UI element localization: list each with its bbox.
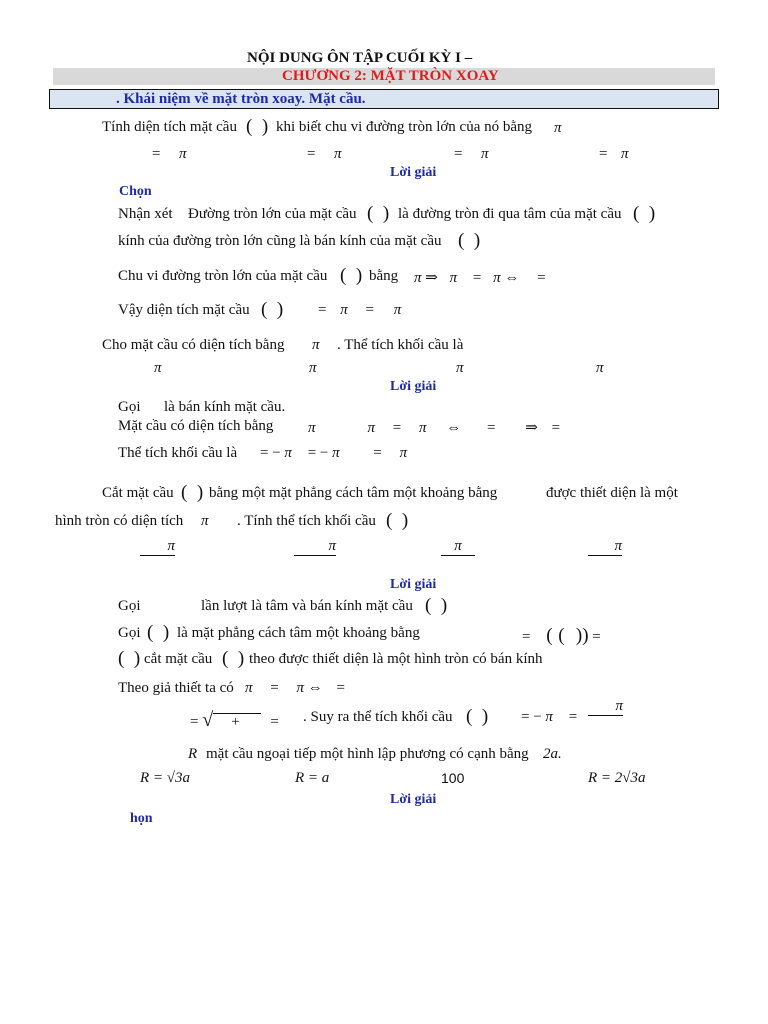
distance-math: = ( ( )) = xyxy=(522,625,601,646)
choose-label: họn xyxy=(130,811,153,826)
paren: ( ) xyxy=(261,299,284,320)
q4-text: mặt cầu ngoại tiếp một hình lập phương có cạnh bằng xyxy=(206,746,529,762)
q2-text-a: Cho mặt cầu có diện tích bằng xyxy=(102,337,285,353)
q4-radius-symbol: R xyxy=(188,746,198,762)
chapter-title: CHƯƠNG 2: MẶT TRÒN XOAY xyxy=(282,68,499,84)
q1-text-a: Tính diện tích mặt cầu xyxy=(102,119,237,135)
paren: ( ) xyxy=(367,203,390,224)
pi-symbol: π xyxy=(554,120,562,136)
opt-d-pi: π xyxy=(621,146,629,162)
solution-label: Lời giải xyxy=(390,792,437,807)
area-a: Vậy diện tích mặt cầu xyxy=(118,302,250,318)
volume-fraction: π xyxy=(588,698,623,716)
opt-d-pi: π xyxy=(596,360,604,376)
opt-b-pi: π xyxy=(309,360,317,376)
paren: ( ) xyxy=(633,203,656,224)
paren: ( ) xyxy=(466,706,489,727)
area-math: π π = π ⇔ = ⇒ = xyxy=(308,420,561,436)
radius-math: = √ + = xyxy=(190,709,279,731)
circumference-math: π ⇒ π = π ⇔ = xyxy=(414,270,546,286)
q3-text-a: Cắt mặt cầu xyxy=(102,485,174,501)
suy-ra-text: . Suy ra thể tích khối cầu xyxy=(303,709,453,725)
q3-line2-b: . Tính thể tích khối cầu xyxy=(237,513,376,529)
opt-a-pi: π xyxy=(154,360,162,376)
let-b: lần lượt là tâm và bán kính mặt cầu xyxy=(201,598,413,614)
opt-a-eq: = xyxy=(152,146,161,162)
opt-d-eq: = xyxy=(599,146,608,162)
q3-text-c: được thiết diện là một xyxy=(546,485,678,501)
opt-b-pi: π xyxy=(334,146,342,162)
opt-b: π xyxy=(294,538,336,556)
q3-line2-a: hình tròn có diện tích xyxy=(55,513,184,529)
paren: ( ) xyxy=(386,510,409,531)
given-text: Theo giả thiết ta có xyxy=(118,680,234,696)
choose-label: Chọn xyxy=(119,184,152,199)
cut-a: cắt mặt cầu xyxy=(144,651,213,667)
plus-sign: + xyxy=(231,714,240,730)
solution-label: Lời giải xyxy=(390,577,437,592)
opt-a-pi: π xyxy=(179,146,187,162)
note-b: Đường tròn lớn của mặt cầu xyxy=(188,206,357,222)
opt-c-pi: π xyxy=(456,360,464,376)
circumference-b: bằng xyxy=(369,268,399,284)
circumference-a: Chu vi đường tròn lớn của mặt cầu xyxy=(118,268,328,284)
q3-text-b: bằng một mặt phẳng cách tâm một khoảng bằng xyxy=(209,485,498,501)
q1-text-b: khi biết chu vi đường tròn lớn của nó bằng xyxy=(276,119,533,135)
let-a: Gọi xyxy=(118,399,141,415)
page-title: NỘI DUNG ÔN TẬP CUỐI KỲ I – xyxy=(247,50,473,66)
opt-a: R = √3a xyxy=(140,770,191,786)
note-a: Nhận xét xyxy=(118,206,173,222)
solution-label: Lời giải xyxy=(390,165,437,180)
volume-math: = − π = xyxy=(521,709,578,725)
paren: ( ) xyxy=(246,116,269,137)
given-math: π = π ⇔ = xyxy=(245,680,345,696)
paren: ( ) xyxy=(118,648,141,669)
paren: ( ) xyxy=(222,648,245,669)
paren: ( ) xyxy=(458,230,481,251)
note-line2: kính của đường tròn lớn cũng là bán kính của mặt cầu xyxy=(118,233,442,249)
volume-math: = − π = − π = π xyxy=(260,445,408,461)
q2-text-b: . Thể tích khối cầu là xyxy=(337,337,464,353)
note-c: là đường tròn đi qua tâm của mặt cầu xyxy=(398,206,622,222)
plane-b: là mặt phẳng cách tâm một khoảng bằng xyxy=(177,625,420,641)
paren: ( ) xyxy=(425,595,448,616)
plane-a: Gọi xyxy=(118,625,141,641)
opt-c: 100 xyxy=(441,770,465,786)
volume-text: Thể tích khối cầu là xyxy=(118,445,238,461)
area-text: Mặt cầu có diện tích bằng xyxy=(118,418,274,434)
opt-c: π xyxy=(441,538,475,556)
opt-b: R = a xyxy=(295,770,330,786)
cut-b: theo được thiết diện là một hình tròn có bán kính xyxy=(249,651,543,667)
pi-symbol: π xyxy=(312,337,320,353)
section-title: . Khái niệm về mặt tròn xoay. Mặt cầu. xyxy=(116,91,366,107)
opt-a: π xyxy=(140,538,175,556)
opt-c-pi: π xyxy=(481,146,489,162)
pi-symbol: π xyxy=(201,513,209,529)
paren: ( ) xyxy=(181,482,204,503)
opt-c-eq: = xyxy=(454,146,463,162)
opt-d: R = 2√3a xyxy=(588,770,646,786)
q4-edge: 2a. xyxy=(543,746,562,762)
opt-b-eq: = xyxy=(307,146,316,162)
let-a: Gọi xyxy=(118,598,141,614)
area-math: = π = π xyxy=(318,302,402,318)
opt-d: π xyxy=(588,538,622,556)
paren: ( ) xyxy=(340,265,363,286)
solution-label: Lời giải xyxy=(390,379,437,394)
let-b: là bán kính mặt cầu. xyxy=(164,399,286,415)
paren: ( ) xyxy=(147,622,170,643)
